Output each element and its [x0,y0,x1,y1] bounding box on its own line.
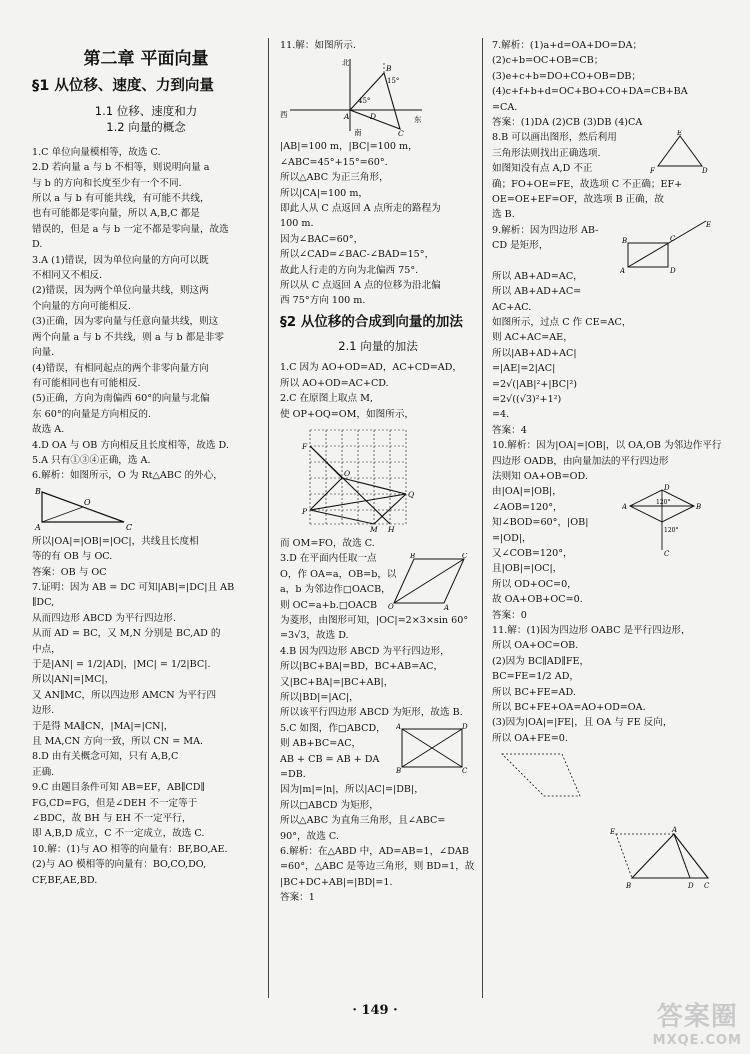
text-line: 9.解析：因为四边形 AB- [492,224,599,236]
right-angle-triangle-figure [610,826,710,890]
svg-text:A: A [672,826,678,834]
text-line: AC+AC. [492,301,532,313]
text-line: 答案：4 [492,424,527,436]
text-line: ∠BDC，故 BH 与 EH 不一定平行， [32,813,192,825]
svg-text:O: O [84,497,91,507]
text-line: 从而四边形 ABCD 为平行四边形. [32,612,176,624]
svg-text:B: B [626,882,632,890]
text-line: |BC+DC+AB|=|BD|=1. [280,876,393,888]
svg-text:D: D [670,266,676,273]
rectangle-extension-figure [620,217,712,273]
text-line: 边形. [32,705,55,717]
svg-text:A: A [396,722,402,731]
text-line: 则 OC=a+b.□OACB [280,599,378,611]
text-line: 则 AC+AC=AE， [492,332,573,344]
svg-text:F: F [650,167,655,175]
text-line: 即 A,B,D 成立，C 不一定成立，故选 C. [32,828,205,840]
text-line: 3.D 在平面内任取一点 [280,553,377,565]
svg-text:东: 东 [414,115,422,125]
text-line: 所以□ABCD 为矩形， [280,799,379,811]
text-line: 6.解析：如图所示，O 为 Rt△ABC 的外心， [32,470,223,482]
text-line: 且|OB|=|OC|， [492,563,563,575]
text-line: ∠AOB=120°， [492,501,563,513]
text-line: 则 AB+BC=AC， [280,738,362,750]
text-line: 知∠BOD=60°，|OB| [492,517,589,529]
text-line: 即此人从 C 点返回 A 点所走的路程为 [280,203,441,215]
text-line: 又|BC+BA|=|BC+AB|， [280,676,394,688]
svg-text:B: B [696,503,702,512]
watermark-top: 答案圈 [656,1002,738,1032]
text-line: CF,BF,AE,BD. [32,874,98,886]
text-line: =|OD|， [492,532,532,544]
text-line: 所以|BC+BA|=BD，BC+AB=AC， [280,661,444,673]
middle-column [280,38,476,906]
svg-text:C: C [664,550,670,557]
text-line: (4)错误，有相同起点的两个非零向量方向 [32,362,209,374]
text-line: CD 是矩形， [492,240,549,252]
text-line: (2)与 AO 模相等的向量有：BO,CO,DO, [32,859,207,871]
svg-text:C: C [462,766,468,773]
svg-text:C: C [462,553,468,561]
text-line: 从而 AD = BC，又 M,N 分别是 BC,AD 的 [32,628,221,640]
text-line: 5.C 如图，作□ABCD， [280,722,386,734]
svg-text:E: E [706,220,712,229]
triangle-figure [650,130,710,174]
text-line: 5.A 只有①③④正确，选 A. [32,454,151,466]
text-line: 且 MA,CN 方向一致，所以 CN = MA. [32,736,204,748]
svg-text:O: O [344,468,351,478]
text-line: 4.D OA 与 OB 方向相反且长度相等，故选 D. [32,439,229,451]
svg-text:D: D [688,882,694,890]
text-line: =|AE|=2|AC| [492,363,556,375]
text-line: 等的有 OB 与 OC. [32,551,113,563]
text-line: 所以|OA|=|OB|=|OC|，共线且长度相 [32,535,199,547]
text-line: (4)c+f+b+d=OC+BO+CO+DA=CB+BA [492,86,688,98]
text-line: 使 OP+OQ=OM，如图所示， [280,408,415,420]
text-line: 答案：0 [492,609,527,621]
text-line: 四边形 OADB，由向量加法的平行四边形 [492,455,669,467]
text-line: 所以∠CAD=∠BAC-∠BAD=15°， [280,249,435,261]
text-line: 答案：(1)DA (2)CB (3)DB (4)CA [492,117,643,129]
section-title: §1 从位移、速度、力到向量 [32,78,214,95]
svg-text:45°: 45° [358,97,371,106]
svg-text:B: B [386,64,392,74]
text-line: 因为∠BAC=60°， [280,233,364,245]
text-line: 所以 AO+OD=AC+CD. [280,377,389,389]
svg-text:D: D [462,722,468,731]
text-line: 因为|m|=|n|，所以|AC|=|DB|， [280,784,424,796]
svg-text:A: A [344,112,350,122]
text-line: (5)正确，方向为南偏西 60°的向量与北偏 [32,393,210,405]
text-line: 所以|BD|=|AC|， [280,691,359,703]
right-angle-figure [492,746,588,806]
text-line: 由|OA|=|OB|， [492,486,562,498]
svg-text:15°: 15° [387,77,400,86]
svg-text:H: H [388,524,395,534]
svg-text:E: E [610,828,616,836]
text-line: 而 OM=FO，故选 C. [280,537,375,549]
text-line: 3.A (1)错误，因为单位向量的方向可以既 [32,254,209,266]
text-line: (2)c+b=OC+OB=CB； [492,55,604,67]
grid-figure [280,424,430,534]
text-line: 所以|AB+AD+AC| [492,347,577,359]
text-line: 所以 AB+AD+AC= [492,286,582,298]
text-line: D. [32,239,43,251]
svg-text:C: C [704,882,710,890]
text-line: 所以从 C 点返回 A 点的位移为沿北偏 [280,280,441,292]
text-line: 也有可能都是零向量，所以 A,B,C 都是 [32,208,200,220]
svg-text:D: D [370,112,377,122]
text-line: =CA. [492,101,518,113]
text-line: 4.B 因为四边形 ABCD 为平行四边形， [280,645,450,657]
text-line: 10.解析：因为|OA|=|OB|，以 OA,OB 为邻边作平行 [492,440,722,452]
rhombus-figure [388,553,468,611]
text-line: 又∠COB=120°， [492,548,573,559]
text-line: (2)因为 BC∥AD∥FE， [492,655,590,667]
text-line: 8.B 可以画出图形，然后利用 [492,132,617,144]
text-line: 答案：OB 与 OC [32,566,107,578]
text-line: (3)正确，因为零向量与任意向量共线，则这 [32,316,219,328]
text-line: 如图知没有点 A,D 不正 [492,163,593,175]
text-line: 9.C 由题目条件可知 AB=EF，AB∥CD∥ [32,782,205,794]
text-line: 如图所示，过点 C 作 CE=AC， [492,316,632,328]
right-triangle-figure [32,486,142,532]
text-line: 于是|AN| = 1/2|AD|，|MC| = 1/2|BC|. [32,659,211,670]
svg-text:南: 南 [354,128,362,138]
svg-text:西: 西 [280,110,288,120]
svg-text:O: O [388,603,394,612]
text-line: O，作 OA=a，OB=b，以 [280,568,397,580]
text-line: 答案：1 [280,892,315,904]
svg-text:C: C [398,129,404,138]
text-line: BC=FE=1/2 AD， [492,671,580,683]
text-line: 法则知 OA+OB=OD. [492,470,588,482]
svg-text:E: E [677,130,683,138]
answer-block [32,534,260,888]
text-line: ∠ABC=45°+15°=60°. [280,156,388,168]
text-line: 8.D 由有关概念可知，只有 A,B,C [32,751,179,763]
text-line: 所以 BC+FE+OA=AO+OD=OA. [492,702,646,714]
svg-text:D: D [702,167,708,175]
answer-block [32,145,260,484]
text-line: 所以|AN|=|MC|， [32,674,115,686]
right-column [492,38,722,806]
text-line: 10.解：(1)与 AO 相等的向量有：BF,BO,AE. [32,843,228,855]
text-line: 正确. [32,766,55,778]
text-line: FG,CD=FG，但是∠DEH 不一定等于 [32,797,198,809]
text-line: 6.解析：在△ABD 中，AD=AB=1，∠DAB [280,846,469,858]
watermark-logo [653,996,742,1048]
svg-text:C: C [126,522,133,532]
text-line: 90°，故选 C. [280,830,339,842]
text-line: |AB|=100 m，|BC|=100 m， [280,141,418,153]
text-line: 西 75°方向 100 m. [280,295,366,307]
text-line: 所以△ABC 为直角三角形，且∠ABC= [280,815,446,827]
text-line: 11.解：(1)因为四边形 OABC 是平行四边形， [492,625,691,637]
svg-text:120°: 120° [656,499,671,507]
text-line: (2)错误，因为两个单位向量共线，则这两 [32,285,209,297]
text-line: 所以△ABC 为正三角形， [280,172,389,184]
svg-text:北: 北 [342,58,350,68]
text-line: 所以 BC+FE=AD. [492,686,576,698]
column-divider [268,38,269,998]
text-line: OE=OE+EF=OF，故选项 B 正确，故 [492,194,664,206]
svg-text:C: C [670,234,676,243]
rhombus-120-figure [622,484,704,556]
svg-text:120°: 120° [664,527,679,535]
text-line: 7.解析：(1)a+d=OA+DO=DA； [492,40,643,51]
svg-text:B: B [35,486,41,496]
text-line: 故选 A. [32,424,65,436]
svg-text:B: B [622,236,628,245]
text-line: 2.D 若向量 a 与 b 不相等，则说明向量 a [32,162,210,174]
text-line: 又 AN∥MC，所以四边形 AMCN 为平行四 [32,689,217,701]
text-line: (3)因为|OA|=|FE|，且 OA 与 FE 反向， [492,717,673,729]
watermark-bottom: MXQE.COM [652,1033,742,1048]
text-line: 所以 OA+FE=0. [492,732,568,744]
text-line: ∥DC, [32,597,55,609]
subsection-title: 2.1 向量的加法 [338,339,418,354]
svg-text:D: D [664,484,670,493]
text-line: =60°，△ABC 是等边三角形，则 BD=1，故 [280,861,475,873]
text-line: AB + CB = AB + DA [280,753,380,765]
text-line: =2√(|AB|²+|BC|²) [492,378,577,390]
text-line: 不相同又不相反. [32,270,103,282]
text-line: a，b 为邻边作□OACB， [280,584,391,596]
subsection-title: 1.1 位移、速度和力 [94,103,198,118]
svg-text:F: F [302,441,308,451]
rectangle-figure [396,723,468,773]
svg-text:A: A [35,522,41,532]
text-line: 所以 a 与 b 有可能共线，有可能不共线， [32,193,210,205]
text-line: 向量. [32,347,55,359]
text-line: 所以 AB+AD=AC， [492,270,583,282]
svg-text:M: M [370,524,378,534]
text-line: =DB. [280,769,306,780]
section-title: §2 从位移的合成到向量的加法 [280,313,463,330]
text-line: =3√3，故选 D. [280,630,349,642]
svg-text:B: B [396,766,402,773]
text-line: 故此人行走的方向为北偏西 75°. [280,264,419,276]
svg-text:A: A [620,266,626,273]
text-line: 为菱形，由图形可知，|OC|=2×3×sin 60° [280,614,469,626]
svg-text:P: P [302,506,308,516]
text-line: 三角形法则找出正确选项. [492,147,601,159]
text-line: 所以|CA|=100 m， [280,187,369,199]
text-line: 东 60°的向量是方向相反的. [32,408,152,420]
text-line: 于是得 MA∥CN，|MA|=|CN|， [32,720,174,732]
text-line: 1.C 因为 AO+OD=AD，AC+CD=AD， [280,362,463,374]
text-line: 有可能相同也有可能相反. [32,377,141,389]
text-line: 错误的，但是 a 与 b 一定不都是零向量，故选 [32,223,229,235]
text-line: 确；FO+OE=FE，故选项 C 不正确；EF+ [492,178,683,190]
text-line: 故 OA+OB+OC=0. [492,594,583,606]
text-line: 两个向量 a 与 b 不共线，则 a 与 b 都是非零 [32,331,225,343]
text-line: 与 b 的方向和长度至少有一个不同. [32,177,182,189]
text-line: 7.证明：因为 AB = DC 可知|AB|=|DC|且 AB [32,581,235,593]
text-line: 中点， [32,643,61,655]
svg-text:A: A [444,604,450,612]
svg-text:A: A [622,503,628,512]
subsection-title: 1.2 向量的概念 [106,119,186,134]
left-column [32,38,260,888]
text-line: 个向量的方向可能相反. [32,300,131,312]
text-line: 100 m. [280,218,314,230]
svg-text:Q: Q [408,489,415,499]
text-line: 1.C 单位向量模相等，故选 C. [32,146,161,158]
column-divider [482,38,483,998]
text-line: 所以 OA+OC=OB. [492,640,579,652]
text-line: =2√((√3)²+1²) [492,393,562,405]
page-number: · 149 · [352,1003,398,1018]
text-line: =4. [492,409,510,421]
text-line: 11.解：如图所示. [280,40,356,51]
text-line: 2.C 在原图上取点 M, [280,393,374,405]
chapter-title: 第二章 平面向量 [83,49,209,69]
text-line: (3)e+c+b=DO+CO+OB=DB； [492,70,642,82]
text-line: 所以该平行四边形 ABCD 为矩形，故选 B. [280,707,463,719]
text-line: 所以 OD+OC=0， [492,578,577,590]
compass-figure [280,55,430,137]
text-line: 选 B. [492,209,515,221]
svg-text:B: B [410,553,416,561]
